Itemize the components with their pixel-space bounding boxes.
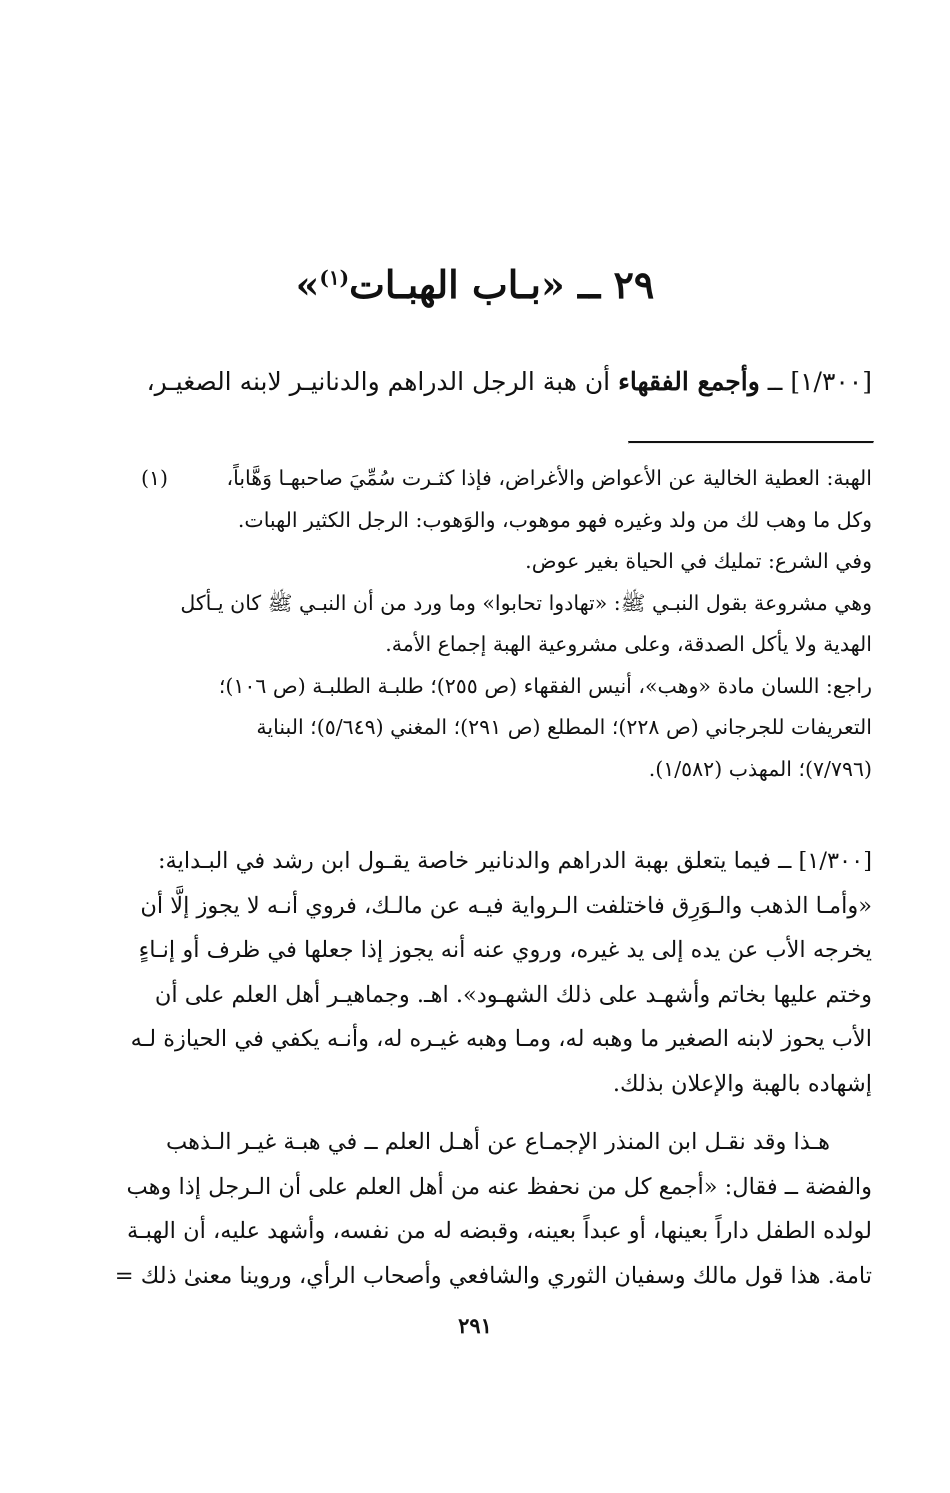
entry-number: [١/٣٠٠] ــ <box>767 367 872 396</box>
footnote-separator <box>628 441 874 444</box>
commentary-line: «وأمـا الذهب والـوَرِق فاختلفت الـرواية فيـه عن مالـك، فروي أنـه لا يجوز إلَّا أن <box>140 892 872 919</box>
commentary-paragraph <box>114 1120 872 1298</box>
commentary-line: [١/٣٠٠] ــ فيما يتعلق بهبة الدراهم والدنانير خاصة يقـول ابن رشد في البـداية: <box>157 848 872 874</box>
footnote-line: التعريفات للجرجاني (ص ٢٢٨)؛ المطلع (ص ٢٩١)؛ المغني (٥/٦٤٩)؛ البناية <box>256 715 872 739</box>
commentary-line: لولده الطفل داراً بعينها، أو عبداً بعينه، وقبضه له من نفسه، وأشهد عليه، أن الهبـة <box>127 1218 872 1244</box>
footnote <box>122 458 872 790</box>
footnote-number: (١) <box>140 466 168 490</box>
footnote-line: (٧/٧٩٦)؛ المهذب (١/٥٨٢). <box>648 756 872 781</box>
page-number: ٢٩١ <box>458 1313 492 1338</box>
commentary-paragraph <box>122 839 872 1106</box>
footnote-line: وهي مشروعة بقول النبـي ﷺ: «تهادوا تحابوا» وما ورد من أن النبـي ﷺ كان يـأكل <box>180 590 872 615</box>
footnote-line: الهدية ولا يأكل الصدقة، وعلى مشروعية الهبة إجماع الأمة. <box>385 632 872 656</box>
chapter-footnote-ref[interactable]: (١) <box>319 265 350 290</box>
footnote-line: وكل ما وهب لك من ولد وغيره فهو موهوب، والوَهوب: الرجل الكثير الهبات. <box>237 507 872 532</box>
chapter-title-text: ٢٩ ــ «بـاب الهبـات <box>349 262 655 307</box>
commentary-line: هـذا وقد نقـل ابن المنذر الإجمـاع عن أهـل العلم ــ في هبـة غيـر الـذهب <box>165 1129 830 1155</box>
footnote-block <box>122 458 872 790</box>
commentary-block <box>114 839 872 1298</box>
commentary-line: يخرجه الأب عن يده إلى يد غيره، وروي عنه أنه يجوز إذا جعلها في ظرف أو إنـاءٍ <box>138 937 872 963</box>
footnote-line: وفي الشرع: تمليك في الحياة بغير عوض. <box>525 549 872 573</box>
footnote-line: الهبة: العطية الخالية عن الأعواض والأغراض، فإذا كثـرت سُمِّيَ صاحبهـا وَهَّاباً، <box>226 466 872 490</box>
commentary-line: والفضة ــ فقال: «أجمع كل من نحفظ عنه من أهل العلم على أن الـرجل إذا وهب <box>126 1173 872 1200</box>
entry-statement <box>122 362 872 402</box>
commentary-line: وختم عليها بخاتم وأشهـد على ذلك الشهـود». اهـ. وجماهيـر أهل العلم على أن <box>154 981 872 1008</box>
chapter-title <box>0 262 950 307</box>
commentary-line: الأب يحوز لابنه الصغير ما وهبه له، ومـا وهبه غيـره له، وأنـه يكفي في الحيازة لـه <box>130 1026 872 1052</box>
entry-text: أن هبة الرجل الدراهم والدنانيـر لابنه الصغيـر، <box>146 367 611 396</box>
commentary-line: إشهاده بالهبة والإعلان بذلك. <box>612 1070 872 1097</box>
chapter-title-close: » <box>295 262 320 307</box>
entry-lead: وأجمع الفقهاء <box>618 367 760 396</box>
footnote-line: راجع: اللسان مادة «وهب»، أنيس الفقهاء (ص ٢٥٥)؛ طلبـة الطلبـة (ص ١٠٦)؛ <box>218 673 872 698</box>
footnote-text <box>168 458 872 790</box>
commentary-line: تامة. هذا قول مالك وسفيان الثوري والشافعي وأصحاب الرأي، وروينا معنىٰ ذلك = <box>114 1262 872 1289</box>
